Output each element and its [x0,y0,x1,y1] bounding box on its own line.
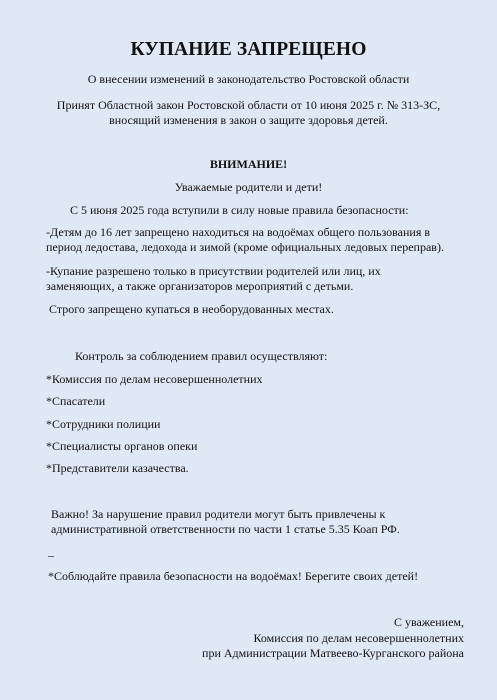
intro-text: С 5 июня 2025 года вступили в силу новые правила безопасности: [70,203,409,217]
controller-item: *Спасатели [46,394,106,408]
rule-2-line-2: заменяющих, а также организаторов мероприятий с детьми. [46,279,354,293]
signature-line-1: С уважением, [393,615,464,629]
law-line-1: Принят Областной закон Ростовской области от 10 июня 2025 г. № 313-ЗС, [56,98,441,112]
control-heading: Контроль за соблюдением правил осуществляют: [75,349,328,363]
document-subtitle: О внесении изменений в законодательство Ростовской области [87,72,410,86]
rule-1-line-1: -Детям до 16 лет запрещено находиться на водоёмах общего пользования в [46,225,431,239]
greeting: Уважаемые родители и дети! [174,180,323,194]
rule-3: Строго запрещено купаться в необорудованных местах. [49,302,334,316]
controller-item: *Сотрудники полиции [46,417,161,431]
closing-appeal: *Соблюдайте правила безопасности на водоёмах! Берегите своих детей! [48,569,419,583]
warning-line-1: Важно! За нарушение правил родители могут быть привлечены к [51,507,386,521]
rule-1-line-2: период ледостава, ледохода и зимой (кроме официальных ледовых переправ). [46,240,444,254]
controller-item: *Представители казачества. [46,461,189,475]
dash-separator: – [48,548,54,562]
attention-heading: ВНИМАНИЕ! [209,157,288,171]
signature-line-3: при Администрации Матвеево-Курганского района [202,646,464,660]
controller-item: *Комиссия по делам несовершеннолетних [46,372,263,386]
document-title: КУПАНИЕ ЗАПРЕЩЕНО [130,39,367,60]
signature-line-2: Комиссия по делам несовершеннолетних [253,631,464,645]
controller-item: *Специалисты органов опеки [46,439,198,453]
warning-line-2: административной ответственности по части 1 статье 5.35 Коап РФ. [51,522,400,536]
law-line-2: вносящий изменения в закон о защите здоровья детей. [109,113,388,127]
rule-2-line-1: -Купание разрешено только в присутствии родителей или лиц, их [46,264,381,278]
